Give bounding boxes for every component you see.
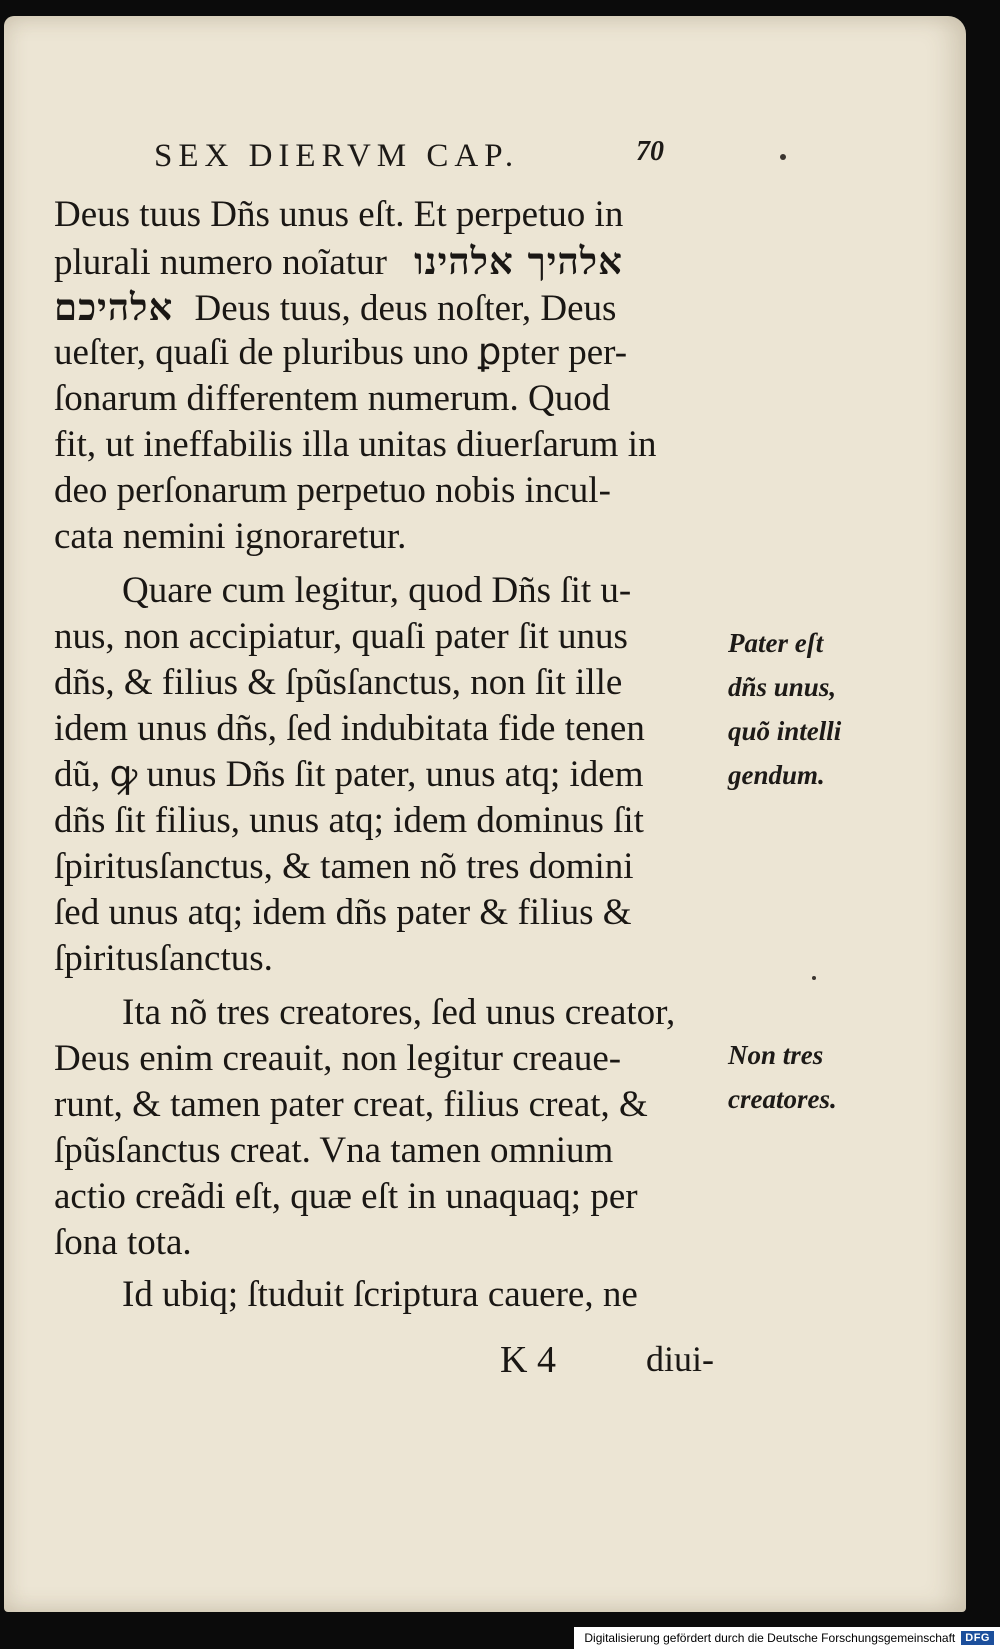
text-line: ſona tota.	[54, 1222, 192, 1263]
running-head: SEX DIERVM CAP.	[154, 138, 520, 174]
text-line	[54, 238, 694, 286]
margin-note-line: gendum.	[728, 760, 825, 790]
text-line: fit, ut ineffabilis illa unitas diuerſarum in	[54, 424, 657, 465]
hebrew-text: אלהיכם	[54, 285, 174, 329]
text-line: ſpiritusſanctus, & tamen nõ tres domini	[54, 846, 634, 887]
margin-note-line: Non tres	[728, 1040, 824, 1070]
margin-note-line: dñs unus,	[728, 672, 837, 702]
text-line: Deus enim creauit, non legitur creaue-	[54, 1038, 622, 1079]
text-line: cata nemini ignoraretur.	[54, 516, 407, 557]
text-line: Id ubiq; ſtuduit ſcriptura cauere, ne	[122, 1274, 638, 1315]
folio-number: 70	[636, 136, 664, 167]
text-span: plurali numero noĩatur	[54, 242, 387, 283]
text-line: ſpũsſanctus creat. Vna tamen omnium	[54, 1130, 614, 1171]
text-line: Deus tuus Dñs unus eſt. Et perpetuo in	[54, 194, 624, 235]
book-page	[4, 16, 966, 1612]
text-line	[54, 284, 694, 332]
text-line: dñs, & filius & ſpũsſanctus, non ſit ille	[54, 662, 623, 703]
text-span: Deus tuus, deus noſter, Deus	[194, 288, 617, 329]
funding-footer	[574, 1627, 1000, 1649]
footer-text: Digitalisierung gefördert durch die Deutsche Forschungsgemeinschaft	[584, 1631, 956, 1645]
text-line: Ita nõ tres creatores, ſed unus creator,	[122, 992, 676, 1033]
text-line: actio creãdi eſt, quæ eſt in unaquaq; per	[54, 1176, 638, 1217]
text-line: dñs ſit filius, unus atq; idem dominus ſit	[54, 800, 644, 841]
text-line: deo perſonarum perpetuo nobis incul-	[54, 470, 611, 511]
text-line: runt, & tamen pater creat, filius creat, &	[54, 1084, 648, 1125]
text-line: nus, non accipiatur, quaſi pater ſit unus	[54, 616, 628, 657]
text-line: idem unus dñs, ſed indubitata fide tenen	[54, 708, 645, 749]
text-line: ſonarum differentem numerum. Quod	[54, 378, 611, 419]
text-line: ſed unus atq; idem dñs pater & filius &	[54, 892, 632, 933]
text-line: dũ, ꝙ unus Dñs ſit pater, unus atq; idem	[54, 754, 644, 795]
ink-speck	[812, 976, 816, 980]
dfg-logo: DFG	[961, 1631, 994, 1645]
hebrew-text: אלהיך אלהינו	[414, 239, 623, 283]
signature-mark: K 4	[500, 1339, 556, 1381]
catchword: diui-	[646, 1339, 714, 1379]
text-line: Quare cum legitur, quod Dñs ſit u-	[122, 570, 632, 611]
margin-note-line: quõ intelli	[728, 716, 842, 746]
margin-note-line: creatores.	[728, 1084, 837, 1114]
margin-note-line: Pater eſt	[728, 628, 824, 658]
text-line: ueſter, quaſi de pluribus uno ꝑpter per-	[54, 332, 628, 373]
ink-speck	[780, 154, 786, 160]
text-line: ſpiritusſanctus.	[54, 938, 273, 979]
